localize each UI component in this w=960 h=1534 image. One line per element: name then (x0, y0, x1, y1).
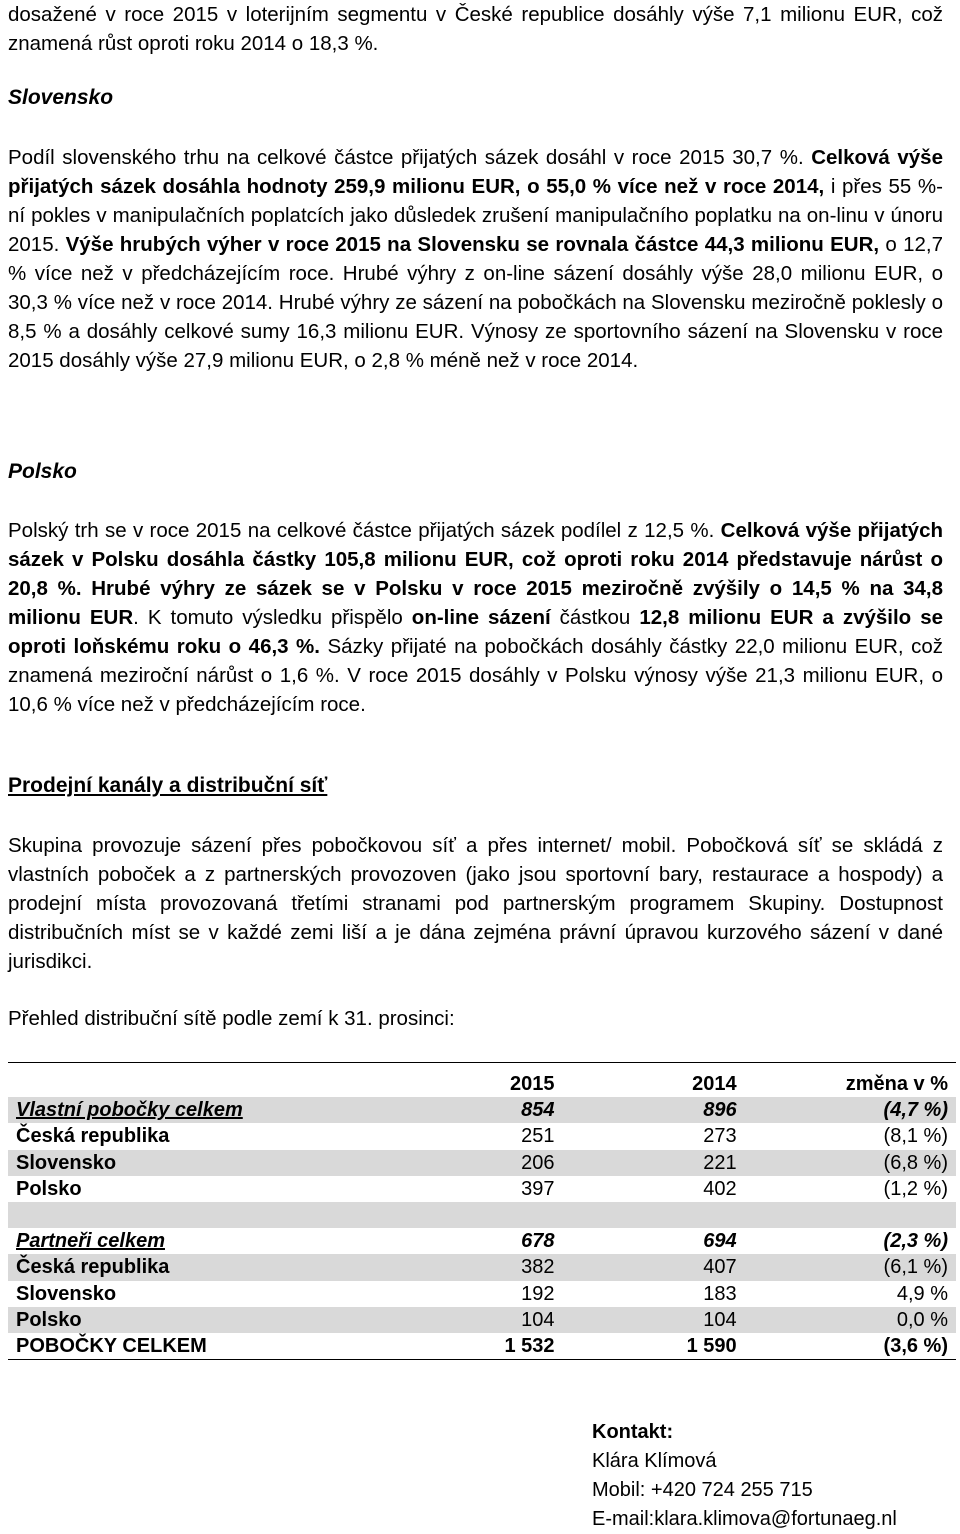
row-label: Vlastní pobočky celkem (8, 1097, 394, 1123)
sk-text-a: Podíl slovenského trhu na celkové částce přijatých sázek dosáhl v roce 2015 30,7 %. (8, 146, 812, 169)
row-label: Česká republika (8, 1254, 394, 1280)
pl-text-f: 12,8 milionu EUR a zvýšilo se oproti loňskému roku o 46,3 %. (8, 606, 943, 658)
pl-text-b: Celková výše přijatých sázek v Polsku dosáhla částky 105,8 milionu EUR, což oproti roku 2014 představuje nárůst o 20,8 %. Hrubé výhry ze sázek se v Polsku v roce 2015 meziročně zvýšily o 14,5 % na 34,8 milionu EUR (8, 519, 944, 629)
header-cell: změna v % (845, 1073, 948, 1096)
row-label: Slovensko (16, 1282, 117, 1305)
cell-2014: 694 (703, 1230, 737, 1253)
cell-2014: 221 (563, 1150, 745, 1176)
cell-2014: 402 (703, 1177, 737, 1200)
paragraph-slovensko (8, 143, 943, 375)
table-total-row (8, 1333, 956, 1360)
cell-change: 0,0 % (745, 1307, 956, 1333)
cell-2014: 104 (563, 1307, 745, 1333)
pl-text-c: . K tomuto výsledku přispělo (133, 606, 412, 629)
table-row (8, 1228, 956, 1254)
cell-2014: 407 (563, 1254, 745, 1280)
table-row (8, 1176, 956, 1202)
paragraph-prehled: Přehled distribuční sítě podle zemí k 31. prosinci: (8, 1007, 455, 1030)
cell-2014: 1 590 (563, 1333, 745, 1360)
row-label: Polsko (8, 1307, 394, 1333)
pl-text-g: Sázky přijaté na pobočkách dosáhly částky 22,0 milionu EUR, což znamená meziroční nárůst o 1,6 %. V roce 2015 dosáhly v Polsku výnosy výše 21,3 milionu EUR, o 10,6 % více než v předcházejícím roce. (8, 635, 943, 716)
cell-2014: 273 (703, 1125, 737, 1148)
contact-phone: Mobil: +420 724 255 715 (592, 1479, 813, 1501)
header-cell (8, 1071, 394, 1097)
sk-text-c: i přes 55 %-ní pokles v manipulačních poplatcích jako důsledek zrušení manipulačního poplatku na on-linu v únoru 2015. (8, 175, 943, 256)
table-row (8, 1150, 956, 1176)
table-row (8, 1123, 956, 1149)
cell-change: (3,6 %) (745, 1333, 956, 1360)
cell-2014: 896 (563, 1097, 745, 1123)
cell-change: (6,8 %) (745, 1150, 956, 1176)
table-row (8, 1097, 956, 1123)
header-cell: 2015 (510, 1073, 555, 1096)
heading-prodejni-kanaly: Prodejní kanály a distribuční síť (8, 774, 328, 797)
row-label: Slovensko (8, 1150, 394, 1176)
pl-text-e: částkou (550, 606, 640, 629)
intro-paragraph: dosažené v roce 2015 v loterijním segmentu v České republice dosáhly výše 7,1 milionu EUR, což znamená růst oproti roku 2014 o 18,3 %. (8, 3, 943, 55)
cell-2015: 251 (521, 1125, 555, 1148)
row-label: Partneři celkem (16, 1230, 165, 1253)
cell-change: (2,3 %) (883, 1230, 948, 1253)
row-label: Česká republika (16, 1125, 170, 1148)
cell-2015: 382 (394, 1254, 562, 1280)
pl-text-d: on-line sázení (411, 606, 551, 629)
header-cell: 2014 (692, 1073, 737, 1096)
heading-polsko: Polsko (8, 460, 77, 483)
contact-label: Kontakt: (592, 1421, 674, 1443)
heading-slovensko: Slovensko (8, 86, 114, 109)
sk-text-d: Výše hrubých výher v roce 2015 na Slovensku se rovnala částce 44,3 milionu EUR, (65, 233, 880, 256)
cell-2015: 854 (394, 1097, 562, 1123)
cell-2015: 1 532 (394, 1333, 562, 1360)
table-row (8, 1254, 956, 1280)
paragraph-kanaly: Skupina provozuje sázení přes pobočkovou síť a přes internet/ mobil. Pobočková síť se skládá z vlastních poboček a z partnerských provozoven (jako jsou sportovní bary, restaurace a hospody) a prodejní místa provozovaná třetími stranami pod partnerským programem Skupiny. Dostupnost distribučních míst se v každé zemi liší a je dána zejména právní úpravou kurzového sázení v dané jurisdikci. (8, 834, 943, 973)
contact-block (592, 1418, 897, 1534)
table-row (8, 1307, 956, 1333)
contact-email: E-mail:klara.klimova@fortunaeg.nl (592, 1508, 897, 1530)
row-label: Polsko (16, 1177, 82, 1200)
cell-change: 4,9 % (896, 1282, 948, 1305)
cell-change: (1,2 %) (883, 1177, 948, 1200)
cell-2015: 104 (394, 1307, 562, 1333)
contact-name: Klára Klímová (592, 1450, 717, 1472)
sk-text-e: o 12,7 % více než v předcházejícím roce. Hrubé výhry z on-line sázení dosáhly výše 28,0 milionu EUR, o 30,3 % více než v roce 2014. Hrubé výhry ze sázení na pobočkách na Slovensku meziročně poklesly o 8,5 % a dosáhly celkové sumy 16,3 milionu EUR. Výnosy ze sportovního sázení na Slovensku v roce 2015 dosáhly výše 27,9 milionu EUR, o 2,8 % méně než v roce 2014. (8, 233, 943, 372)
distribution-table (8, 1062, 956, 1360)
cell-2015: 397 (521, 1177, 555, 1200)
sk-text-b: Celková výše přijatých sázek dosáhla hodnoty 259,9 milionu EUR, o 55,0 % více než v roce 2014, (8, 146, 943, 198)
paragraph-polsko (8, 516, 943, 719)
table-row (8, 1281, 956, 1307)
cell-change: (4,7 %) (745, 1097, 956, 1123)
cell-2015: 678 (521, 1230, 555, 1253)
row-label: POBOČKY CELKEM (8, 1333, 394, 1360)
table-top-rule (8, 1063, 956, 1072)
table-spacer-row (8, 1202, 956, 1228)
cell-2015: 206 (394, 1150, 562, 1176)
cell-2014: 183 (703, 1282, 737, 1305)
cell-2015: 192 (521, 1282, 555, 1305)
cell-change: (8,1 %) (883, 1125, 948, 1148)
cell-change: (6,1 %) (745, 1254, 956, 1280)
pl-text-a: Polský trh se v roce 2015 na celkové částce přijatých sázek podílel z 12,5 %. (8, 519, 721, 542)
table-header-row (8, 1071, 956, 1097)
